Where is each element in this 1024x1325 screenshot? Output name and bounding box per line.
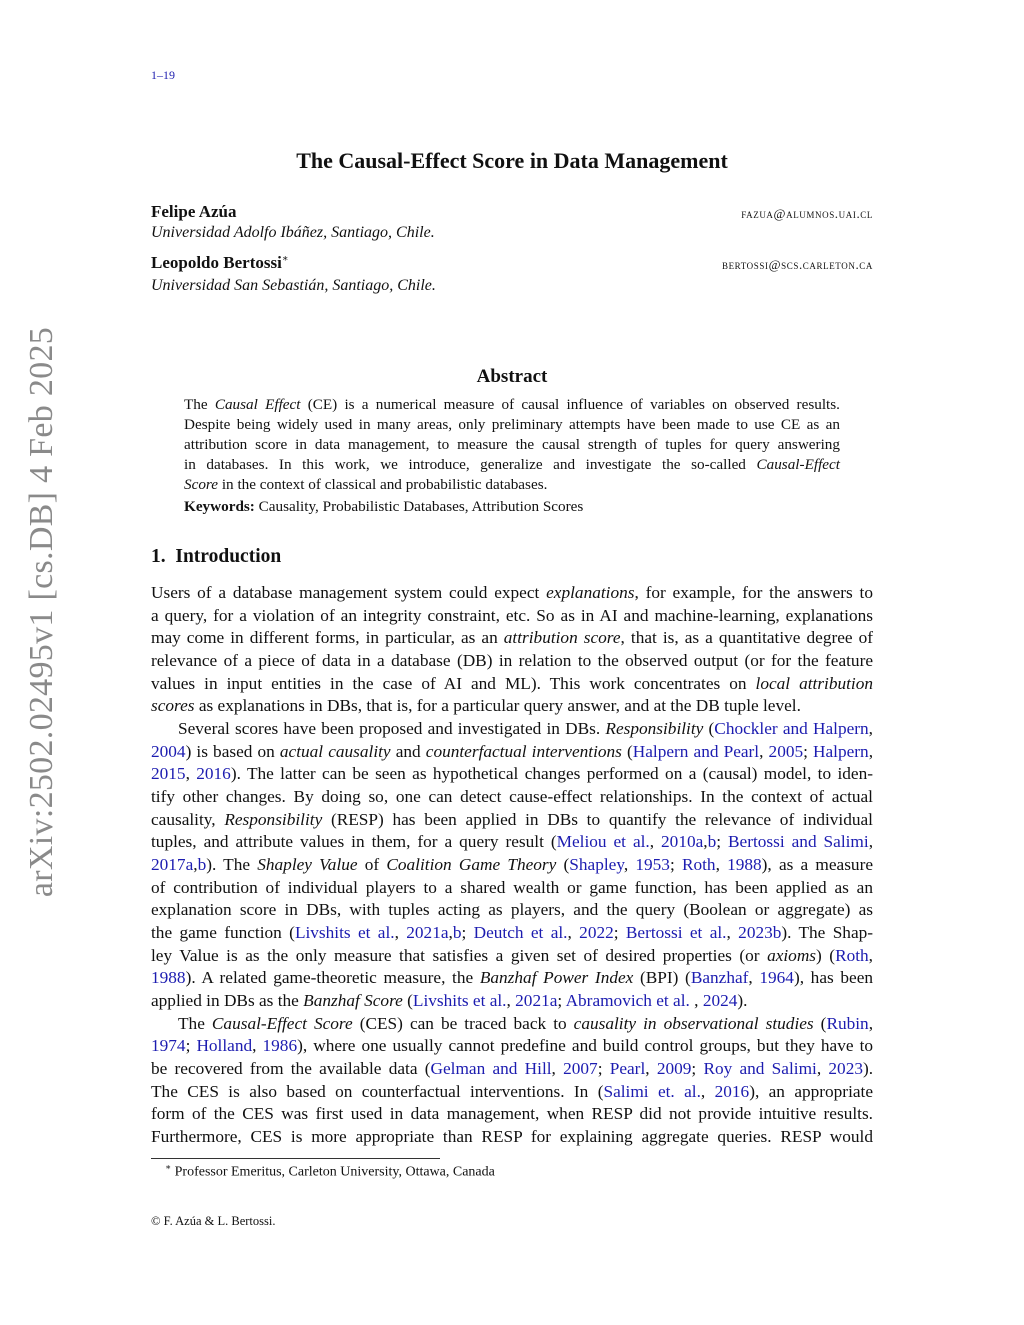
citation-link[interactable]: 2007: [563, 1059, 598, 1079]
text-run: ,: [759, 741, 769, 761]
arxiv-identifier: arXiv:2502.02495v1 [cs.DB] 4 Feb 2025: [23, 326, 60, 898]
text-line: [151, 990, 873, 1012]
emphasis-text: causality in observational studies: [573, 1013, 814, 1033]
text-line: [151, 809, 873, 831]
citation-link[interactable]: 2016: [196, 764, 231, 784]
text-line: [151, 922, 873, 944]
text-run: ;: [669, 855, 682, 875]
text-run: relevance of a piece of data in a database (DB) in relation to the observed output (or for the feature: [151, 651, 873, 670]
citation-link[interactable]: 2015: [151, 764, 186, 784]
text-run: ,: [394, 923, 407, 943]
text-line: [151, 741, 873, 763]
citation-link[interactable]: 1974: [151, 1036, 186, 1056]
author-email: bertossi@scs.carleton.ca: [721, 257, 873, 272]
text-run: , for example, for the answers to: [634, 583, 873, 602]
author-name: [151, 253, 289, 273]
text-run: of: [357, 855, 387, 875]
citation-link[interactable]: 2023: [828, 1059, 863, 1079]
text-line: [151, 831, 873, 853]
text-run: (: [402, 991, 413, 1011]
citation-link[interactable]: 1964: [759, 968, 794, 988]
text-run: ,: [623, 855, 636, 875]
text-run: ;: [597, 1059, 610, 1079]
text-run: The: [184, 396, 215, 413]
text-run: ,: [868, 832, 874, 852]
text-run: ,: [726, 923, 739, 943]
text-run: ). A related game-theoretic measure, the: [185, 968, 480, 988]
citation-link[interactable]: Halpern and Pearl: [632, 741, 760, 761]
text-run: may come in different forms, in particular, as an: [151, 628, 504, 648]
emphasis-text: attribution score: [503, 628, 621, 648]
text-run: ley Value is as the only measure that satisfies a given set of desired properties (or: [151, 945, 768, 965]
text-run: ,: [868, 719, 873, 739]
text-run: ). The: [206, 855, 258, 875]
text-run: ,: [868, 945, 873, 965]
footnote-divider: [151, 1158, 440, 1159]
text-run: ), as a measure: [761, 855, 873, 875]
text-run: ,: [567, 923, 580, 943]
text-run: ) (: [816, 945, 836, 965]
citation-link[interactable]: Livshits et al.: [412, 991, 507, 1011]
text-run: tuples, and attribute values in them, for a query result (: [151, 832, 557, 852]
text-run: ,: [715, 855, 728, 875]
emphasis-text: explanations: [546, 583, 635, 602]
footnote-marker[interactable]: ∗: [281, 253, 289, 265]
text-run: ,: [649, 832, 662, 852]
text-run: applied in DBs as the: [151, 991, 304, 1011]
copyright: © F. Azúa & L. Bertossi.: [151, 1214, 276, 1228]
section-heading: [151, 546, 281, 568]
author-name: [151, 202, 236, 222]
text-line: [184, 455, 840, 475]
text-line: [184, 475, 840, 495]
citation-link[interactable]: Meliou et al.: [556, 832, 650, 852]
text-line: [151, 673, 873, 695]
text-run: ), where one usually cannot predefine and build control groups, but they have to: [297, 1036, 874, 1056]
text-run: ;: [185, 1036, 197, 1056]
text-run: ,: [816, 1059, 829, 1079]
text-run: and: [390, 741, 426, 761]
citation-link[interactable]: Holland: [196, 1036, 253, 1056]
citation-link[interactable]: b: [452, 923, 462, 943]
citation-link[interactable]: Livshits et al.: [294, 923, 395, 943]
paper-title: The Causal-Effect Score in Data Management: [296, 148, 728, 173]
text-run: a query, for a violation of an integrity constraint, etc. So as in AI and machine-learning, explanations: [151, 605, 873, 625]
text-line: [151, 718, 873, 740]
emphasis-text: local attribution: [755, 673, 874, 693]
text-line: [151, 627, 873, 649]
text-run: ,: [506, 991, 516, 1011]
text-run: causality,: [151, 809, 225, 829]
citation-link[interactable]: Deutch et al.: [473, 923, 568, 943]
citation-link[interactable]: Bertossi and Salimi: [728, 832, 869, 852]
text-run: ,: [193, 855, 198, 875]
text-run: ), has been: [793, 968, 873, 988]
text-run: ,: [868, 741, 874, 761]
emphasis-text: Banzhaf Power Index: [479, 968, 634, 988]
text-run: (: [813, 1013, 827, 1033]
section-number: 1.: [151, 546, 166, 567]
text-run: ), an appropriate: [749, 1081, 874, 1101]
text-line: [184, 395, 840, 415]
author-name-text: Felipe Azúa: [151, 202, 237, 221]
citation-link[interactable]: Pearl: [609, 1059, 646, 1079]
text-run: (CES) can be traced back to: [352, 1013, 574, 1033]
emphasis-text: Coalition Game Theory: [386, 855, 557, 875]
citation-link[interactable]: Shapley: [569, 855, 624, 875]
text-line: [151, 967, 873, 989]
text-run: (CE) is a numerical measure of causal influence of variables on observed results.: [300, 396, 840, 413]
text-run: ;: [613, 923, 626, 943]
text-line: [151, 786, 873, 808]
text-line: [184, 435, 840, 455]
citation-link[interactable]: 2024: [702, 991, 738, 1011]
citation-link[interactable]: 2009: [656, 1059, 692, 1079]
text-run: Users of a database management system could expect: [151, 583, 547, 602]
emphasis-text: Banzhaf Score: [303, 991, 403, 1011]
citation-link[interactable]: Gelman and Hill: [430, 1059, 552, 1079]
page-range[interactable]: 1–19: [151, 68, 175, 82]
text-run: as explanations in DBs, that is, for a particular query answer, and at the DB tuple level.: [194, 696, 801, 716]
text-run: ;: [461, 923, 474, 943]
text-run: ;: [691, 1059, 704, 1079]
text-run: ,: [645, 1059, 657, 1079]
text-run: The CES is also based on counterfactual interventions. In (: [151, 1081, 604, 1101]
text-line: [151, 582, 873, 604]
author-name-text: Leopoldo Bertossi: [151, 253, 282, 272]
citation-link[interactable]: 2017a: [151, 855, 194, 875]
text-line: [151, 1058, 873, 1080]
citation-link[interactable]: Salimi et. al.: [603, 1081, 701, 1101]
text-run: Causality, Probabilistic Databases, Attribution Scores: [254, 498, 584, 515]
text-run: attribution score in data management, to measure the causal strength of tuples for query answering: [184, 436, 840, 453]
author-affiliation: Universidad San Sebastián, Santiago, Chile.: [151, 277, 436, 294]
citation-link[interactable]: b: [197, 855, 207, 875]
text-line: [151, 854, 873, 876]
text-run: form of the CES was first used in data management, when RESP did not provide intuitive results.: [151, 1104, 873, 1124]
text-run: ;: [803, 741, 814, 761]
footnote-text: Professor Emeritus, Carleton University, Ottawa, Canada: [174, 1164, 495, 1180]
text-run: (: [621, 741, 633, 761]
text-run: ,: [252, 1036, 263, 1056]
emphasis-text: Shapley Value: [257, 855, 358, 875]
abstract-heading: Abstract: [476, 366, 548, 387]
text-line: [151, 945, 873, 967]
text-run: ,: [694, 991, 703, 1011]
citation-link[interactable]: Roth: [835, 945, 869, 965]
emphasis-text: actual causality: [279, 741, 391, 761]
text-line: [151, 877, 873, 899]
text-run: ) is based on: [185, 741, 280, 761]
footnote: [165, 1162, 495, 1181]
text-run: in the context of classical and probabilistic databases.: [218, 476, 548, 493]
text-line: [151, 1126, 873, 1148]
emphasis-text: Responsibility: [605, 719, 704, 739]
citation-link[interactable]: Roth: [681, 855, 716, 875]
citation-link[interactable]: 1953: [635, 855, 670, 875]
citation-link[interactable]: Halpern: [813, 741, 869, 761]
text-run: tify other changes. By doing so, one can detect cause-effect relationships. In the context of actual: [151, 787, 873, 807]
author-email: fazua@alumnos.uai.cl: [741, 206, 873, 221]
citation-link[interactable]: 1986: [262, 1036, 298, 1056]
emphasis-text: Causal Effect: [214, 396, 301, 413]
text-run: (RESP) has been applied in DBs to quantify the relevance of individual: [322, 809, 873, 829]
text-run: ,: [551, 1059, 564, 1079]
footnote-mark: ∗: [165, 1162, 172, 1172]
text-run: Despite being widely used in many areas, only preliminary attempts have been made to use CE as an: [184, 416, 840, 433]
citation-link[interactable]: 2022: [579, 923, 614, 943]
text-run: ,: [448, 923, 453, 943]
citation-link[interactable]: b: [707, 832, 717, 852]
citation-link[interactable]: Bertossi et al.: [625, 923, 727, 943]
text-line: [151, 695, 873, 717]
text-run: ,: [703, 832, 708, 852]
citation-link[interactable]: 2010a: [661, 832, 704, 852]
text-run: ). The latter can be seen as hypothetical changes performed on a (causal) model, to iden-: [230, 764, 873, 784]
text-run: ;: [557, 991, 566, 1011]
citation-link[interactable]: 2021a: [406, 923, 449, 943]
text-line: [151, 1013, 873, 1035]
citation-link[interactable]: 2021a: [515, 991, 558, 1011]
text-run: ;: [716, 832, 729, 852]
emphasis-text: Causal-Effect Score: [211, 1013, 353, 1033]
text-line: [151, 650, 873, 672]
text-run: Several scores have been proposed and investigated in DBs.: [178, 719, 606, 739]
citation-link[interactable]: 2023b: [738, 923, 782, 943]
text-line: [184, 497, 840, 517]
text-run: Furthermore, CES is more appropriate than RESP for explaining aggregate queries. RESP would: [151, 1127, 873, 1147]
text-run: the game function (: [151, 923, 295, 943]
text-line: [184, 415, 840, 435]
citation-link[interactable]: Abramovich et al.: [565, 991, 695, 1011]
text-line: [151, 763, 873, 785]
citation-link[interactable]: Banzhaf: [690, 968, 749, 988]
text-run: , that is, as a quantitative degree of: [620, 628, 873, 648]
text-run: be recovered from the available data (: [151, 1059, 431, 1079]
text-run: ).: [862, 1059, 874, 1079]
text-run: ,: [748, 968, 760, 988]
text-run: (: [556, 855, 570, 875]
text-line: [151, 605, 873, 627]
citation-link[interactable]: Rubin: [826, 1013, 869, 1033]
emphasis-text: axioms: [767, 945, 817, 965]
text-run: ,: [700, 1081, 715, 1101]
emphasis-text: Responsibility: [224, 809, 323, 829]
emphasis-text: Causal-Effect: [756, 456, 840, 473]
text-run: (: [703, 719, 715, 739]
bold-label: Keywords:: [184, 498, 255, 515]
text-run: (BPI) (: [633, 968, 691, 988]
citation-link[interactable]: 2004: [151, 741, 186, 761]
citation-link[interactable]: 2005: [768, 741, 804, 761]
text-run: ).: [737, 991, 748, 1011]
author-affiliation: Universidad Adolfo Ibáñez, Santiago, Chile.: [151, 224, 435, 241]
text-run: The: [178, 1013, 212, 1033]
text-run: in databases. In this work, we introduce, generalize and investigate the so-called: [184, 456, 757, 473]
text-line: [151, 899, 873, 921]
text-run: explanation score in DBs, with tuples acting as players, and the query (Boolean or aggregate) as: [151, 900, 873, 920]
emphasis-text: scores: [151, 696, 195, 716]
citation-link[interactable]: 1988: [151, 968, 186, 988]
section-title: Introduction: [175, 546, 282, 567]
emphasis-text: Score: [184, 476, 219, 493]
text-line: [151, 1035, 873, 1057]
text-line: [151, 1081, 873, 1103]
citation-link[interactable]: 1988: [727, 855, 762, 875]
text-run: values in input entities in the case of AI and ML). This work concentrates on: [151, 673, 756, 693]
text-run: ,: [185, 764, 197, 784]
emphasis-text: counterfactual interventions: [425, 741, 622, 761]
text-run: ,: [868, 1013, 874, 1033]
text-line: [151, 1103, 873, 1125]
text-run: ). The Shap-: [781, 923, 874, 943]
citation-link[interactable]: Chockler and Halpern: [714, 719, 869, 739]
citation-link[interactable]: Roy and Salimi: [703, 1059, 817, 1079]
text-run: of contribution of individual players to a shared wealth or game function, has been applied as an: [151, 877, 873, 897]
citation-link[interactable]: 2016: [714, 1081, 750, 1101]
